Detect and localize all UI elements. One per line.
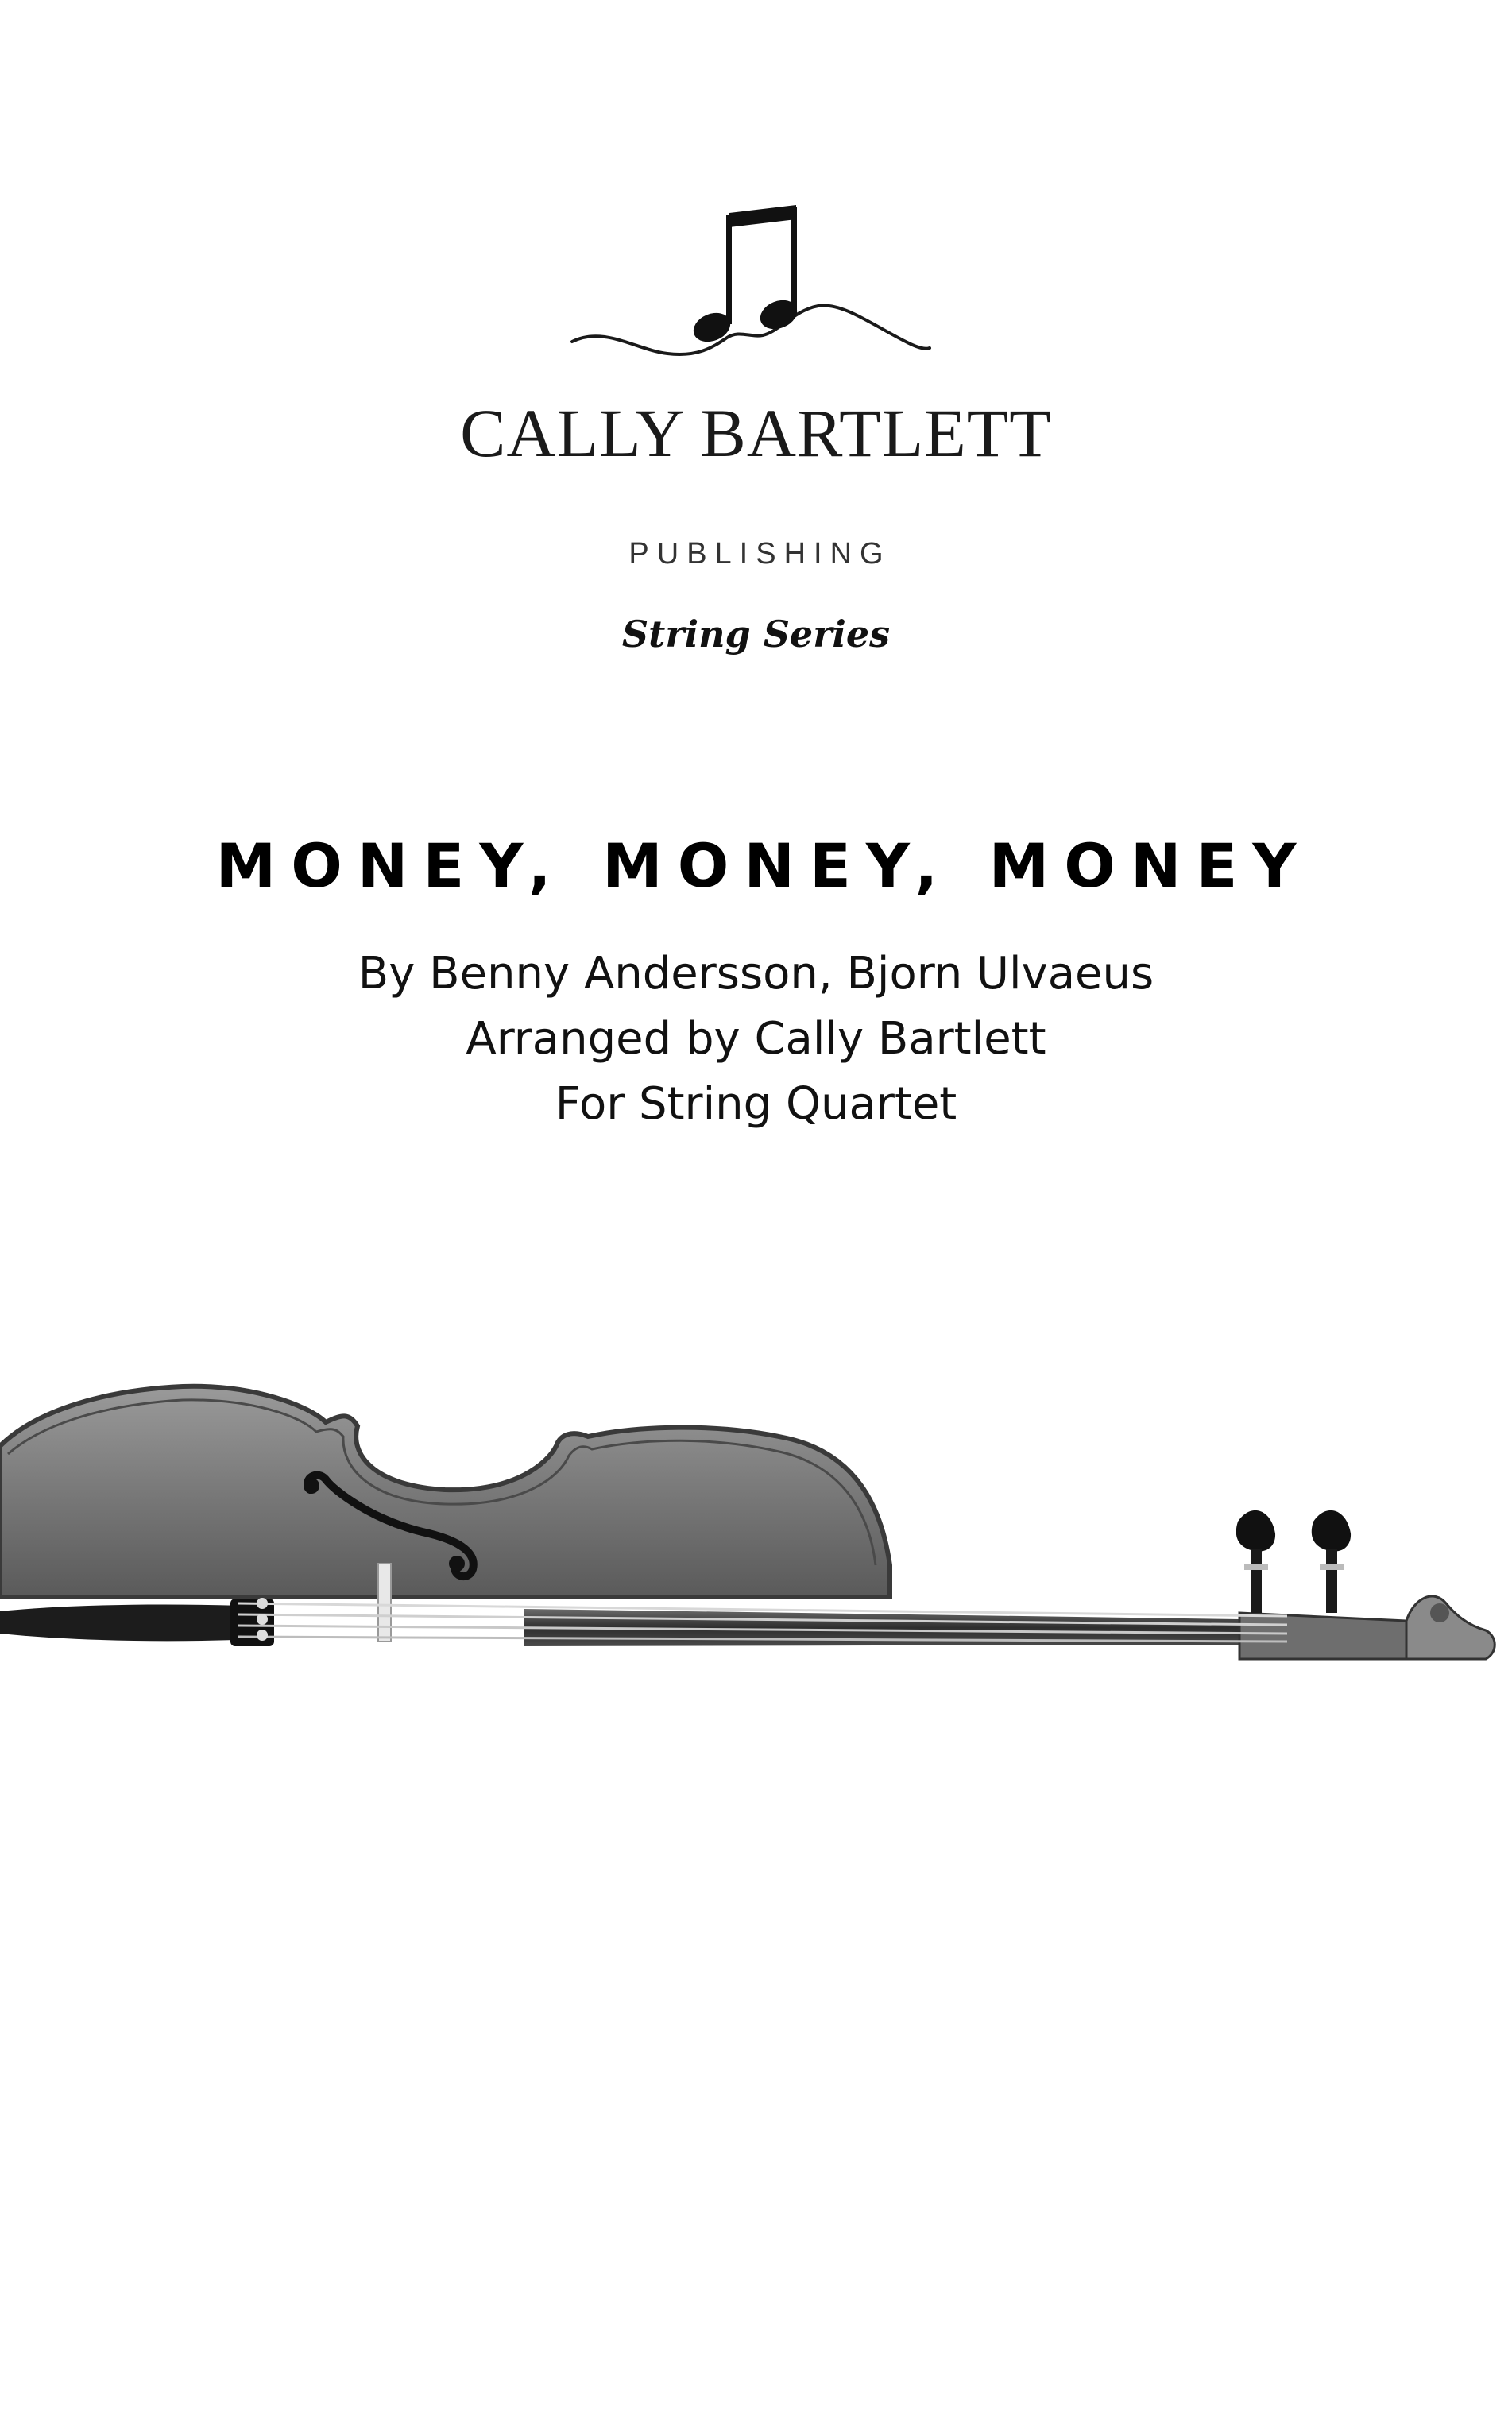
series-label: String Series (621, 613, 891, 655)
violin-illustration (0, 1351, 1512, 1684)
instrumentation-line: For String Quartet (555, 1078, 957, 1130)
arranger-line: Arranged by Cally Bartlett (466, 1013, 1046, 1065)
credits-block (0, 942, 1512, 1137)
music-note-logo-icon (556, 191, 938, 362)
composers-line: By Benny Andersson, Bjorn Ulvaeus (358, 948, 1154, 1000)
publisher-name: CALLY BARTLETT (460, 395, 1052, 471)
publisher-division: PUBLISHING (628, 537, 891, 570)
song-title: MONEY, MONEY, MONEY (215, 830, 1312, 901)
